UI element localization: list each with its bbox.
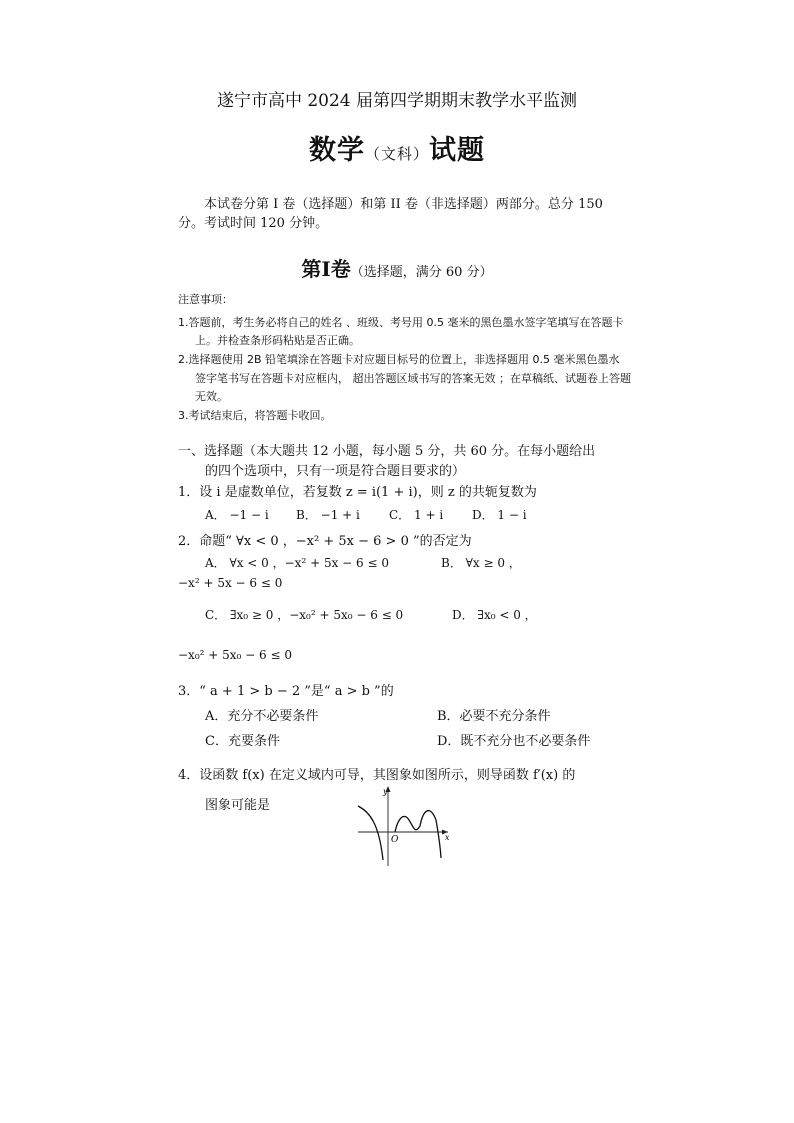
note-2-line-3: 无效。 [195, 390, 228, 403]
note-2-line-1: 2.选择题使用 2B 铅笔填涂在答题卡对应题目标号的位置上，非选择题用 0.5 毫米黑色墨水 [178, 353, 620, 366]
intro-line-2: 分。考试时间 120 分钟。 [178, 216, 329, 231]
q4-function-graph [352, 782, 456, 866]
exam-title [0, 128, 794, 167]
q2-option-b-cont: −x² + 5x − 6 ≤ 0 [178, 576, 283, 590]
q3-option-c: C．充要条件 [205, 734, 280, 749]
q3-option-d: D．既不充分也不必要条件 [437, 734, 591, 749]
q2-option-b: B． ∀x ≥ 0 ， [441, 556, 521, 570]
graph-origin-label: O [391, 835, 399, 845]
graph-curve-right [395, 811, 441, 858]
part1-title [0, 253, 794, 282]
q1-option-d: D． 1 − i [472, 508, 527, 522]
q4-stem-line-2: 图象可能是 [205, 798, 271, 813]
q1-option-c: C． 1 + i [389, 508, 444, 522]
title-subject: （文科） [364, 145, 429, 163]
section1-line-1: 一、选择题（本大题共 12 小题，每小题 5 分，共 60 分。在每小题给出 [178, 444, 596, 459]
graph-y-label: y [383, 787, 388, 796]
note-1-line-1: 1.答题前，考生务必将自己的姓名 、班级、考号用 0.5 毫米的黑色墨水签字笔填写在答题卡 [178, 316, 624, 329]
title-main-b: 试题 [429, 135, 485, 166]
q2-stem: 2．命题“ ∀x < 0 ，−x² + 5x − 6 > 0 ”的否定为 [178, 534, 472, 549]
q1-stem: 1．设 i 是虚数单位，若复数 z = i(1 + i)，则 z 的共轭复数为 [178, 485, 537, 500]
intro-line-1: 本试卷分第 I 卷（选择题）和第 II 卷（非选择题）两部分。总分 150 [204, 197, 603, 212]
q2-option-d-cont: −x₀² + 5x₀ − 6 ≤ 0 [178, 648, 292, 662]
part1-label: 第Ⅰ卷 [301, 257, 351, 281]
q2-option-d: D． ∃x₀ < 0 ， [452, 608, 537, 622]
q2-option-c: C． ∃x₀ ≥ 0 ，−x₀² + 5x₀ − 6 ≤ 0 [205, 608, 404, 622]
title-main-a: 数学 [308, 135, 365, 166]
exam-header: 遂宁市高中 2024 届第四学期期末教学水平监测 [216, 91, 578, 111]
graph-curve-left [358, 806, 383, 860]
q1-option-b: B． −1 + i [296, 508, 360, 522]
q1-option-a: A． −1 − i [205, 508, 269, 522]
q2-option-a: A． ∀x < 0 ，−x² + 5x − 6 ≤ 0 [205, 556, 389, 570]
q3-option-b: B．必要不充分条件 [437, 709, 551, 724]
q4-stem: 4．设函数 f(x) 在定义域内可导，其图象如图所示，则导函数 f′(x) 的 [178, 768, 576, 783]
q3-option-a: A．充分不必要条件 [205, 709, 319, 724]
part1-subtitle: （选择题，满分 60 分） [350, 265, 493, 280]
q3-stem: 3．“ a + 1 > b − 2 ”是“ a > b ”的 [178, 684, 394, 699]
note-3: 3.考试结束后，将答题卡收回。 [178, 409, 332, 422]
section1-line-2: 的四个选项中，只有一项是符合题目要求的） [205, 464, 466, 479]
note-2-line-2: 签字笔书写在答题卡对应框内， 超出答题区域书写的答案无效 ；在草稿纸、试题卷上答题 [195, 372, 631, 385]
note-1-line-2: 上。并检查条形码粘贴是否正确。 [195, 334, 360, 347]
graph-x-label: x [445, 833, 450, 842]
notes-heading: 注意事项： [178, 293, 233, 306]
